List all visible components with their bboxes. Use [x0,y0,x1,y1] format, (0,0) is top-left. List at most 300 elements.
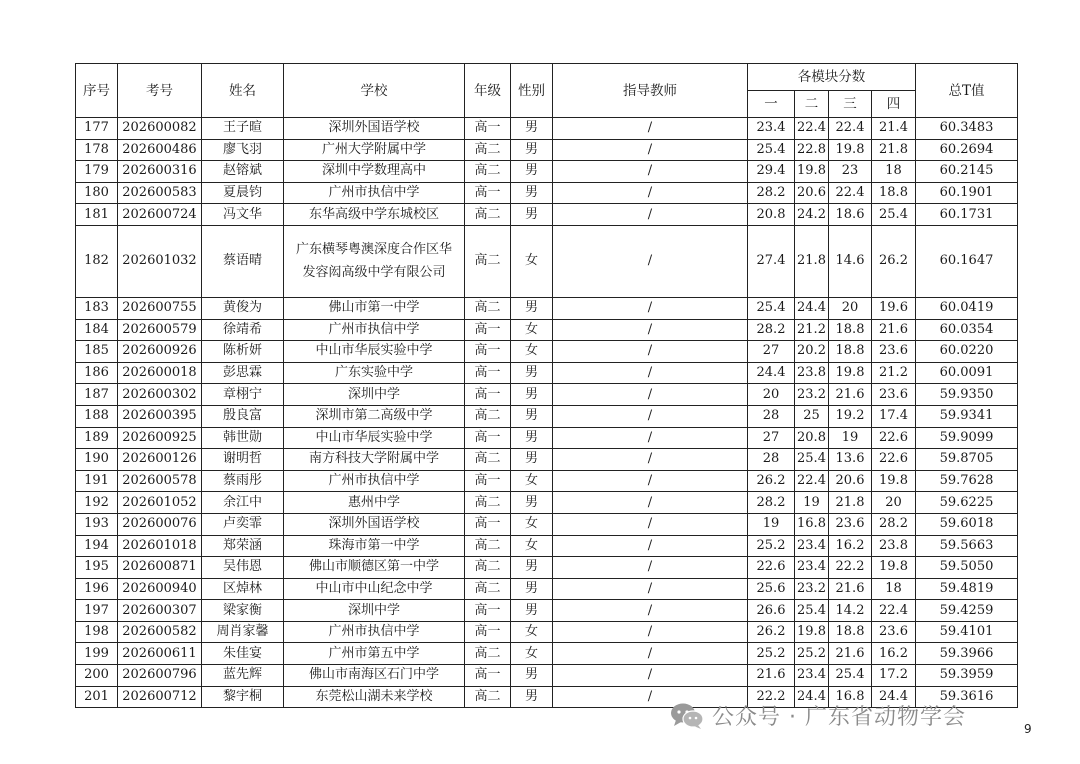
header-seq: 序号 [76,64,118,118]
cell-grade: 高二 [465,297,511,319]
header-modules: 各模块分数 [748,64,916,91]
cell-gender: 女 [511,319,553,341]
cell-grade: 高二 [465,535,511,557]
cell-module-3: 14.2 [829,600,872,622]
table-row [76,535,1018,557]
cell-grade: 高一 [465,665,511,687]
cell-teacher: / [553,643,748,665]
cell-module-3: 22.4 [829,182,872,204]
cell-exam-no: 202601052 [118,492,202,514]
cell-module-1: 25.4 [748,297,795,319]
cell-teacher: / [553,557,748,579]
cell-grade: 高一 [465,513,511,535]
table-header [76,64,1018,118]
cell-teacher: / [553,578,748,600]
table-row [76,225,1018,297]
cell-gender: 女 [511,341,553,363]
cell-teacher: / [553,204,748,226]
cell-exam-no: 202600755 [118,297,202,319]
cell-school: 珠海市第一中学 [284,535,465,557]
cell-grade: 高二 [465,578,511,600]
header-name: 姓名 [202,64,284,118]
cell-total: 59.3966 [916,643,1018,665]
cell-module-4: 17.4 [872,405,916,427]
cell-module-4: 21.4 [872,118,916,140]
cell-name: 蔡语晴 [202,225,284,297]
cell-exam-no: 202600925 [118,427,202,449]
cell-gender: 男 [511,204,553,226]
cell-exam-no: 202600611 [118,643,202,665]
cell-module-3: 18.8 [829,319,872,341]
table-row [76,665,1018,687]
cell-exam-no: 202600583 [118,182,202,204]
cell-exam-no: 202600126 [118,449,202,471]
cell-teacher: / [553,182,748,204]
cell-seq: 192 [76,492,118,514]
cell-gender: 男 [511,182,553,204]
cell-total: 60.1647 [916,225,1018,297]
cell-school: 佛山市顺德区第一中学 [284,557,465,579]
cell-teacher: / [553,470,748,492]
cell-name: 赵镕斌 [202,161,284,183]
cell-name: 区焯林 [202,578,284,600]
cell-module-3: 21.6 [829,643,872,665]
cell-exam-no: 202600395 [118,405,202,427]
cell-grade: 高二 [465,557,511,579]
cell-module-1: 26.2 [748,621,795,643]
cell-module-3: 21.6 [829,384,872,406]
cell-gender: 男 [511,578,553,600]
cell-school: 中山市华辰实验中学 [284,427,465,449]
cell-module-1: 28 [748,405,795,427]
cell-school: 深圳中学 [284,384,465,406]
cell-gender: 女 [511,535,553,557]
cell-grade: 高二 [465,492,511,514]
cell-name: 蓝先辉 [202,665,284,687]
cell-grade: 高二 [465,204,511,226]
cell-gender: 男 [511,449,553,471]
table-row [76,513,1018,535]
cell-module-3: 18.8 [829,341,872,363]
cell-seq: 187 [76,384,118,406]
wechat-icon [670,702,704,730]
cell-module-1: 28 [748,449,795,471]
cell-module-3: 20.6 [829,470,872,492]
cell-teacher: / [553,139,748,161]
cell-module-4: 16.2 [872,643,916,665]
cell-gender: 男 [511,384,553,406]
cell-name: 周肖家馨 [202,621,284,643]
cell-school: 南方科技大学附属中学 [284,449,465,471]
cell-module-1: 27 [748,427,795,449]
cell-school: 广州市执信中学 [284,182,465,204]
cell-total: 60.3483 [916,118,1018,140]
table-row [76,621,1018,643]
cell-module-2: 23.8 [795,362,829,384]
cell-module-4: 19.6 [872,297,916,319]
cell-module-3: 22.2 [829,557,872,579]
cell-total: 59.7628 [916,470,1018,492]
cell-module-2: 21.8 [795,225,829,297]
cell-grade: 高二 [465,225,511,297]
table-row [76,161,1018,183]
cell-module-3: 23.6 [829,513,872,535]
cell-module-2: 25.2 [795,643,829,665]
cell-exam-no: 202600579 [118,319,202,341]
cell-exam-no: 202600302 [118,384,202,406]
cell-gender: 男 [511,427,553,449]
cell-seq: 184 [76,319,118,341]
cell-module-1: 28.2 [748,182,795,204]
cell-grade: 高二 [465,161,511,183]
cell-exam-no: 202601032 [118,225,202,297]
cell-teacher: / [553,513,748,535]
table-row [76,600,1018,622]
cell-total: 59.4101 [916,621,1018,643]
cell-seq: 195 [76,557,118,579]
cell-teacher: / [553,161,748,183]
cell-exam-no: 202600871 [118,557,202,579]
cell-seq: 188 [76,405,118,427]
cell-gender: 女 [511,470,553,492]
cell-module-1: 29.4 [748,161,795,183]
cell-module-2: 20.2 [795,341,829,363]
cell-teacher: / [553,686,748,708]
table-row [76,297,1018,319]
cell-grade: 高二 [465,449,511,471]
cell-total: 60.0419 [916,297,1018,319]
cell-module-3: 14.6 [829,225,872,297]
cell-module-4: 28.2 [872,513,916,535]
cell-seq: 198 [76,621,118,643]
cell-module-2: 25.4 [795,600,829,622]
table-row [76,449,1018,471]
cell-name: 黄俊为 [202,297,284,319]
cell-teacher: / [553,384,748,406]
cell-module-1: 24.4 [748,362,795,384]
cell-total: 59.8705 [916,449,1018,471]
cell-module-2: 22.4 [795,118,829,140]
cell-module-1: 28.2 [748,319,795,341]
cell-module-1: 25.4 [748,139,795,161]
cell-seq: 180 [76,182,118,204]
cell-module-2: 19.8 [795,161,829,183]
cell-total: 59.9350 [916,384,1018,406]
table-row [76,427,1018,449]
cell-school: 东莞松山湖未来学校 [284,686,465,708]
cell-module-4: 18.8 [872,182,916,204]
cell-teacher: / [553,600,748,622]
cell-school: 广东横琴粤澳深度合作区华发容闳高级中学有限公司 [284,225,465,297]
cell-module-1: 27.4 [748,225,795,297]
cell-school: 深圳市第二高级中学 [284,405,465,427]
cell-total: 60.0091 [916,362,1018,384]
cell-seq: 200 [76,665,118,687]
cell-module-2: 23.2 [795,578,829,600]
cell-module-2: 24.4 [795,686,829,708]
cell-seq: 201 [76,686,118,708]
cell-module-3: 21.6 [829,578,872,600]
cell-grade: 高二 [465,139,511,161]
cell-gender: 男 [511,557,553,579]
cell-name: 黎宇桐 [202,686,284,708]
cell-total: 60.1901 [916,182,1018,204]
cell-module-1: 21.6 [748,665,795,687]
cell-total: 60.1731 [916,204,1018,226]
cell-school: 广州市执信中学 [284,621,465,643]
cell-module-3: 16.8 [829,686,872,708]
cell-school: 深圳外国语学校 [284,118,465,140]
cell-module-4: 21.2 [872,362,916,384]
cell-grade: 高二 [465,405,511,427]
table-body [76,118,1018,708]
cell-total: 60.0220 [916,341,1018,363]
cell-module-3: 18.6 [829,204,872,226]
table-row [76,557,1018,579]
header-teacher: 指导教师 [553,64,748,118]
cell-teacher: / [553,427,748,449]
cell-gender: 男 [511,665,553,687]
cell-exam-no: 202600582 [118,621,202,643]
cell-gender: 男 [511,297,553,319]
cell-seq: 178 [76,139,118,161]
page-number: 9 [1024,722,1032,736]
cell-module-1: 25.6 [748,578,795,600]
cell-module-4: 21.8 [872,139,916,161]
header-gender: 性别 [511,64,553,118]
cell-grade: 高一 [465,621,511,643]
cell-name: 韩世勋 [202,427,284,449]
cell-module-3: 23 [829,161,872,183]
cell-total: 59.9341 [916,405,1018,427]
cell-total: 60.2694 [916,139,1018,161]
cell-module-2: 21.2 [795,319,829,341]
header-module-3: 三 [829,91,872,118]
cell-gender: 女 [511,225,553,297]
cell-total: 59.4819 [916,578,1018,600]
cell-gender: 男 [511,362,553,384]
cell-module-3: 13.6 [829,449,872,471]
cell-seq: 191 [76,470,118,492]
cell-school: 广州市第五中学 [284,643,465,665]
cell-grade: 高一 [465,319,511,341]
cell-module-2: 24.4 [795,297,829,319]
cell-total: 59.9099 [916,427,1018,449]
cell-school: 广东实验中学 [284,362,465,384]
cell-seq: 189 [76,427,118,449]
cell-gender: 女 [511,513,553,535]
cell-module-2: 23.4 [795,665,829,687]
cell-seq: 193 [76,513,118,535]
cell-module-3: 19.2 [829,405,872,427]
cell-teacher: / [553,297,748,319]
cell-module-2: 20.8 [795,427,829,449]
cell-exam-no: 202600940 [118,578,202,600]
cell-seq: 182 [76,225,118,297]
table-row [76,204,1018,226]
header-module-2: 二 [795,91,829,118]
cell-grade: 高二 [465,686,511,708]
cell-name: 陈析妍 [202,341,284,363]
cell-module-1: 28.2 [748,492,795,514]
cell-gender: 男 [511,139,553,161]
cell-name: 谢明哲 [202,449,284,471]
cell-module-2: 25.4 [795,449,829,471]
cell-teacher: / [553,405,748,427]
score-table [75,63,1018,708]
cell-module-2: 22.4 [795,470,829,492]
cell-module-3: 16.2 [829,535,872,557]
cell-module-2: 23.4 [795,557,829,579]
cell-module-4: 26.2 [872,225,916,297]
cell-teacher: / [553,319,748,341]
watermark-text: 公众号 · 广东省动物学会 [712,705,966,730]
cell-module-2: 23.4 [795,535,829,557]
cell-module-2: 19.8 [795,621,829,643]
cell-grade: 高一 [465,470,511,492]
cell-seq: 186 [76,362,118,384]
cell-name: 王子暄 [202,118,284,140]
cell-name: 廖飞羽 [202,139,284,161]
cell-module-4: 22.6 [872,427,916,449]
cell-module-1: 22.2 [748,686,795,708]
cell-teacher: / [553,492,748,514]
cell-teacher: / [553,362,748,384]
cell-module-4: 23.6 [872,341,916,363]
cell-module-4: 24.4 [872,686,916,708]
cell-name: 夏晨钧 [202,182,284,204]
cell-gender: 男 [511,161,553,183]
cell-name: 蔡雨彤 [202,470,284,492]
cell-total: 60.0354 [916,319,1018,341]
cell-grade: 高一 [465,341,511,363]
table-row [76,470,1018,492]
cell-seq: 199 [76,643,118,665]
cell-total: 59.3959 [916,665,1018,687]
cell-module-3: 20 [829,297,872,319]
cell-exam-no: 202600712 [118,686,202,708]
cell-total: 59.3616 [916,686,1018,708]
cell-module-2: 16.8 [795,513,829,535]
cell-module-2: 19 [795,492,829,514]
cell-module-4: 18 [872,578,916,600]
cell-module-1: 20 [748,384,795,406]
cell-seq: 181 [76,204,118,226]
cell-teacher: / [553,225,748,297]
cell-gender: 女 [511,643,553,665]
cell-school: 深圳中学数理高中 [284,161,465,183]
cell-name: 徐靖希 [202,319,284,341]
cell-exam-no: 202601018 [118,535,202,557]
cell-school: 中山市中山纪念中学 [284,578,465,600]
cell-school: 深圳中学 [284,600,465,622]
cell-module-4: 19.8 [872,470,916,492]
cell-gender: 男 [511,492,553,514]
cell-module-3: 19 [829,427,872,449]
cell-total: 59.6018 [916,513,1018,535]
cell-module-3: 19.8 [829,362,872,384]
cell-teacher: / [553,341,748,363]
cell-seq: 183 [76,297,118,319]
cell-school: 广州大学附属中学 [284,139,465,161]
cell-seq: 185 [76,341,118,363]
cell-module-4: 19.8 [872,557,916,579]
cell-seq: 190 [76,449,118,471]
cell-exam-no: 202600724 [118,204,202,226]
cell-exam-no: 202600486 [118,139,202,161]
cell-module-4: 25.4 [872,204,916,226]
table-row [76,118,1018,140]
cell-exam-no: 202600316 [118,161,202,183]
table-row [76,362,1018,384]
cell-exam-no: 202600076 [118,513,202,535]
cell-module-1: 25.2 [748,643,795,665]
cell-school: 东华高级中学东城校区 [284,204,465,226]
cell-module-3: 22.4 [829,118,872,140]
cell-total: 59.5050 [916,557,1018,579]
cell-total: 59.5663 [916,535,1018,557]
cell-grade: 高一 [465,118,511,140]
table-row [76,643,1018,665]
cell-teacher: / [553,118,748,140]
cell-total: 59.6225 [916,492,1018,514]
cell-gender: 男 [511,686,553,708]
cell-name: 卢奕霏 [202,513,284,535]
cell-school: 佛山市第一中学 [284,297,465,319]
cell-school: 广州市执信中学 [284,470,465,492]
table-row [76,139,1018,161]
cell-total: 60.2145 [916,161,1018,183]
cell-module-4: 22.6 [872,449,916,471]
cell-name: 郑荣涵 [202,535,284,557]
header-grade: 年级 [465,64,511,118]
header-exam-no: 考号 [118,64,202,118]
cell-teacher: / [553,449,748,471]
cell-module-3: 25.4 [829,665,872,687]
cell-exam-no: 202600926 [118,341,202,363]
cell-grade: 高一 [465,182,511,204]
cell-teacher: / [553,665,748,687]
header-module-1: 一 [748,91,795,118]
cell-name: 殷良富 [202,405,284,427]
cell-teacher: / [553,535,748,557]
cell-name: 彭思霖 [202,362,284,384]
cell-module-2: 25 [795,405,829,427]
cell-gender: 男 [511,600,553,622]
table-row [76,182,1018,204]
cell-seq: 179 [76,161,118,183]
cell-name: 吴伟恩 [202,557,284,579]
cell-module-4: 22.4 [872,600,916,622]
table-row [76,405,1018,427]
cell-exam-no: 202600018 [118,362,202,384]
header-total: 总T值 [916,64,1018,118]
cell-module-4: 21.6 [872,319,916,341]
cell-gender: 男 [511,405,553,427]
cell-total: 59.4259 [916,600,1018,622]
cell-seq: 196 [76,578,118,600]
table-row [76,578,1018,600]
table-row [76,319,1018,341]
cell-grade: 高一 [465,600,511,622]
cell-module-2: 22.8 [795,139,829,161]
header-module-4: 四 [872,91,916,118]
cell-name: 梁家衡 [202,600,284,622]
cell-module-1: 25.2 [748,535,795,557]
cell-grade: 高一 [465,384,511,406]
cell-module-1: 27 [748,341,795,363]
cell-seq: 194 [76,535,118,557]
